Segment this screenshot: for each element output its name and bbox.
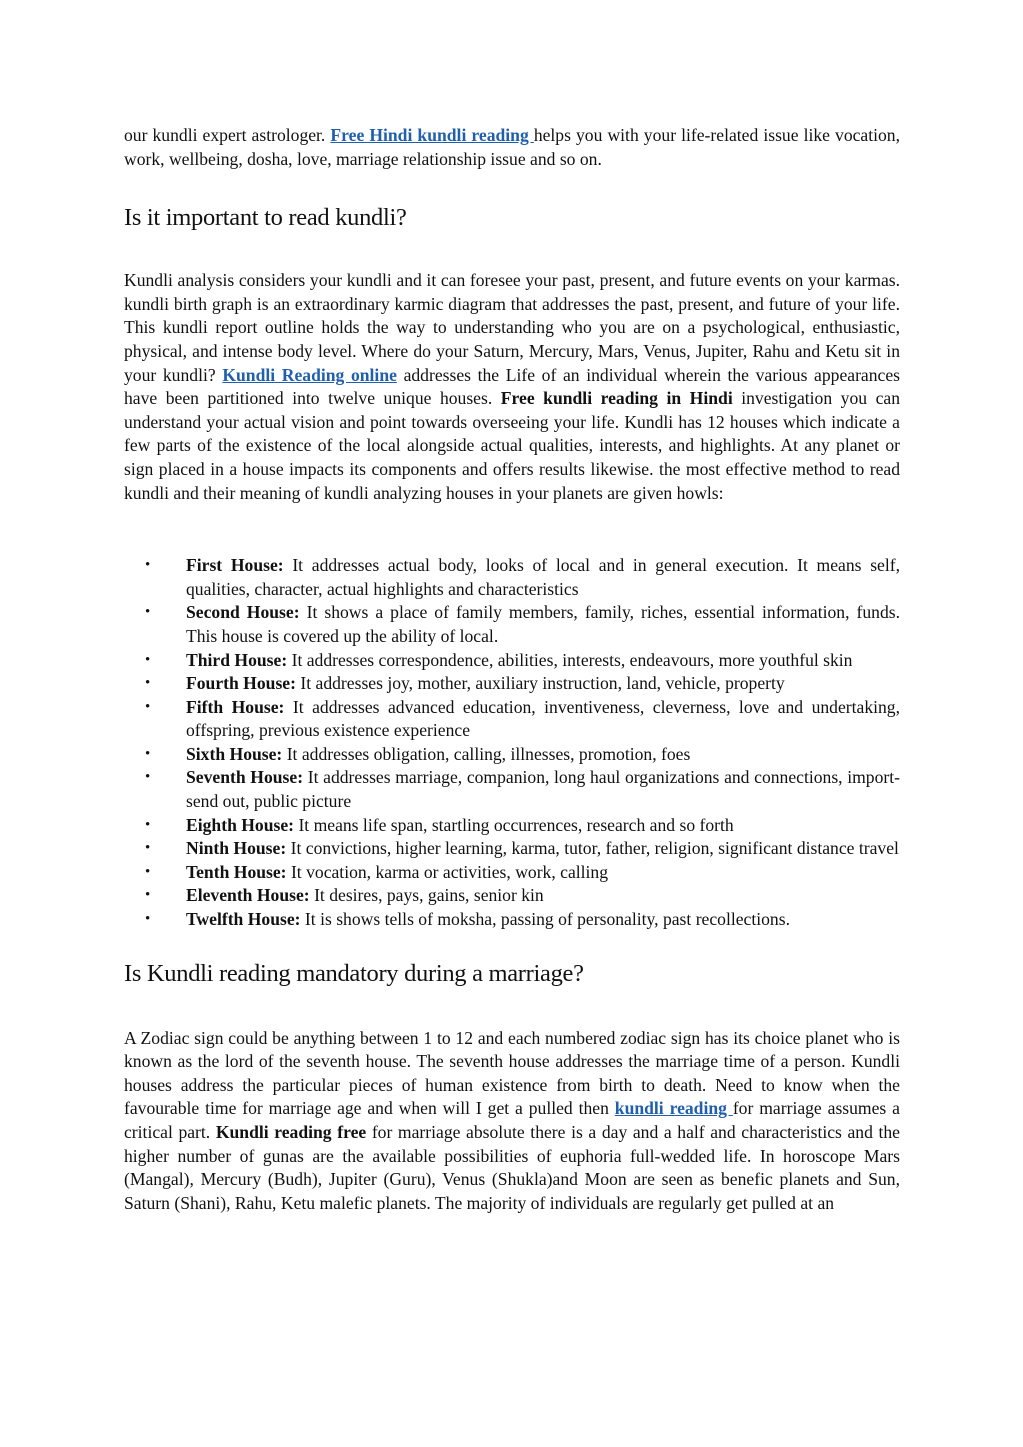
house-text: It addresses marriage, companion, long haul organizations and connections, import-send out, public picture xyxy=(186,767,900,812)
bullet-icon: • xyxy=(145,698,151,715)
section2-text-c: for marriage absolute there is a day and a half and characteristics and the higher number of gunas are the available possibilities of euphoria full-wedded life. In horoscope Mars (Mangal), Mercury (Budh), Jupiter (Guru), Venus (Shukla)and Moon are seen as benefic planets and Sun, Saturn (Shani), Rahu, Ketu malefic planets. The majority of individuals are regularly get pulled at an xyxy=(124,1122,900,1213)
free-hindi-kundli-link[interactable]: Free Hindi kundli reading xyxy=(330,125,534,145)
list-item xyxy=(124,908,900,932)
house-text: It addresses correspondence, abilities, interests, endeavours, more youthful skin xyxy=(291,649,853,670)
house-title: Fourth House: xyxy=(186,673,296,694)
house-title: Tenth House: xyxy=(186,861,287,882)
section2-text-b: for marriage assumes a critical part. xyxy=(124,1098,900,1142)
house-text: It vocation, karma or activities, work, calling xyxy=(290,861,609,882)
bullet-icon: • xyxy=(145,863,151,880)
section2-paragraph xyxy=(124,1027,900,1216)
house-title: Eleventh House: xyxy=(186,885,310,906)
list-item xyxy=(124,814,900,838)
list-item xyxy=(124,696,900,743)
house-text: It addresses advanced education, inventiveness, cleverness, love and undertaking, offspring, previous existence experience xyxy=(186,696,901,741)
bullet-icon: • xyxy=(145,557,151,574)
house-text: It shows a place of family members, family, riches, essential information, funds. This house is covered up the ability of local. xyxy=(186,602,901,646)
section2-text-a: A Zodiac sign could be anything between 1 to 12 and each numbered zodiac sign has its choice planet who is known as the lord of the seventh house. The seventh house addresses the marriage time of a person. Kundli houses address the particular pieces of human existence from birth to death. Need to know when the favourable time for marriage age and when will I get a pulled then xyxy=(124,1027,900,1119)
house-title: Sixth House: xyxy=(186,743,283,764)
section1-text-b: addresses the Life of an individual wherein the various appearances have been partitioned into twelve unique houses. xyxy=(124,364,901,409)
section1-text-a: Kundli analysis considers your kundli and it can foresee your past, present, and future events on your karmas. kundli birth graph is an extraordinary karmic diagram that addresses the past, present, and future of your life. This kundli report outline holds the way to understanding who you are on a psychological, enthusiastic, physical, and intense body level. Where do your Saturn, Mercury, Mars, Venus, Jupiter, Rahu and Ketu sit in your kundli? xyxy=(124,270,900,385)
house-title: Second House: xyxy=(186,602,300,623)
house-title: First House: xyxy=(186,555,284,576)
list-item xyxy=(124,554,900,601)
house-text: It addresses actual body, looks of local and in general execution. It means self, qualities, character, actual highlights and characteristics xyxy=(186,555,900,599)
list-item xyxy=(124,837,900,861)
house-title: Ninth House: xyxy=(186,838,287,859)
intro-paragraph xyxy=(124,124,900,171)
house-text: It addresses obligation, calling, illnesses, promotion, foes xyxy=(286,743,691,764)
section-heading-importance: Is it important to read kundli? xyxy=(124,204,407,232)
house-text: It means life span, startling occurrences, research and so forth xyxy=(298,814,734,835)
list-item xyxy=(124,649,900,673)
section2-bold-text: Kundli reading free xyxy=(215,1122,367,1142)
house-text: It addresses joy, mother, auxiliary instruction, land, vehicle, property xyxy=(300,673,785,694)
document-page xyxy=(124,124,900,1215)
list-item xyxy=(124,601,900,648)
bullet-icon: • xyxy=(145,769,151,786)
house-text: It desires, pays, gains, senior kin xyxy=(314,885,544,906)
section1-text-c: investigation you can understand your actual vision and point towards overseeing your life. Kundli has 12 houses which indicate a few parts of the existence of the local alongside actual qualities, interests, and highlights. At any planet or sign placed in a house impacts its components and offers results likewise. the most effective method to read kundli and their meaning of kundli analyzing houses in your planets are given howls: xyxy=(124,388,900,503)
house-title: Fifth House: xyxy=(186,696,285,717)
list-item xyxy=(124,884,900,908)
section-heading-marriage: Is Kundli reading mandatory during a marriage? xyxy=(124,959,584,987)
bullet-icon: • xyxy=(145,745,151,762)
house-title: Seventh House: xyxy=(186,767,304,788)
list-item xyxy=(124,766,900,813)
bullet-icon: • xyxy=(145,675,151,692)
house-title: Third House: xyxy=(186,649,288,670)
section1-bold-text: Free kundli reading in Hindi xyxy=(500,388,733,409)
bullet-icon: • xyxy=(145,911,151,928)
kundli-reading-link[interactable]: kundli reading xyxy=(614,1098,733,1119)
house-text: It convictions, higher learning, karma, tutor, father, religion, significant distance travel xyxy=(290,838,899,859)
bullet-icon: • xyxy=(145,651,151,668)
list-item xyxy=(124,672,900,696)
house-title: Eighth House: xyxy=(186,814,295,835)
list-item xyxy=(124,861,900,885)
house-title: Twelfth House: xyxy=(186,909,301,930)
intro-text-continued: helps you with your life-related issue like vocation, work, wellbeing, dosha, love, marriage relationship issue and so on. xyxy=(124,125,900,169)
bullet-icon: • xyxy=(145,840,151,857)
house-text: It is shows tells of moksha, passing of personality, past recollections. xyxy=(304,909,790,930)
kundli-reading-online-link[interactable]: Kundli Reading online xyxy=(222,364,397,385)
section1-paragraph xyxy=(124,269,900,505)
bullet-icon: • xyxy=(145,887,151,904)
bullet-icon: • xyxy=(145,816,151,833)
houses-list xyxy=(124,554,900,932)
bullet-icon: • xyxy=(145,604,151,621)
intro-text: our kundli expert astrologer. xyxy=(124,125,326,145)
list-item xyxy=(124,743,900,767)
